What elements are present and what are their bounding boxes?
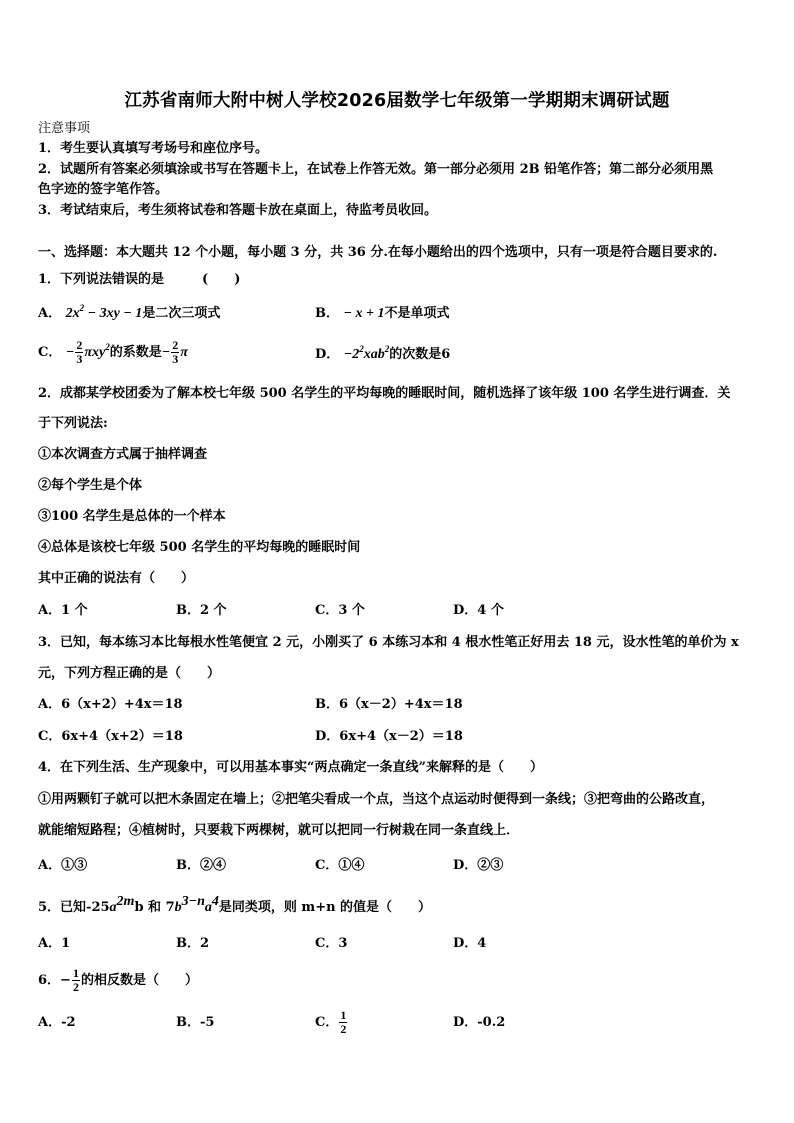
q5-exp-1: 2m <box>116 894 135 909</box>
q6-option-a: A．-2 <box>38 1015 76 1030</box>
q4-option-b: B．②④ <box>176 858 226 873</box>
q1-c-minus: − <box>65 345 75 360</box>
notice-item-2-cont: 色字迹的签字笔作答。 <box>38 182 169 197</box>
q3-option-c: C．6x+4（x+2）＝18 <box>38 729 183 744</box>
q1-stem-text: 1．下列说法错误的是 <box>38 272 165 287</box>
question-2-stem: 2．成都某学校团委为了解本校七年级 500 名学生的平均每晚的睡眠时间，随机选择了该年级 100 名学生进行调查．关 <box>38 386 731 401</box>
q1-a-math: $2x^2 - 3xy - 1$ <box>65 303 143 321</box>
q5-option-d: D．4 <box>453 936 487 951</box>
q5-post: 是同类项，则 m+n 的值是（ ） <box>218 900 432 915</box>
q3-option-d: D．6x+4（x－2）＝18 <box>315 729 463 744</box>
fraction <box>339 1009 347 1036</box>
q5-var-a: a <box>109 900 117 915</box>
notice-item-2: 2．试题所有答案必须填涂或书写在答题卡上，在试卷上作答无效。第一部分必须用 2B 铅笔作答；第二部分必须用黑 <box>38 162 714 177</box>
q1-c-math: πxy$^2$ <box>84 342 110 360</box>
q6-post: 的相反数是（ ） <box>80 973 198 988</box>
q2-statement-2: ②每个学生是个体 <box>38 478 143 493</box>
section-heading: 一、选择题：本大题共 12 个小题，每小题 3 分，共 36 分.在每小题给出的四个选项中，只有一项是符合题目要求的. <box>38 245 718 260</box>
q4-option-c: C．①④ <box>315 858 365 873</box>
notice-item-3: 3．考试结束后，考生须将试卷和答题卡放在桌面上，待监考员收回。 <box>38 203 438 218</box>
q6-option-c <box>315 1006 348 1040</box>
q2-statement-1: ①本次调查方式属于抽样调查 <box>38 447 208 462</box>
q2-statement-4: ④总体是该校七年级 500 名学生的平均每晚的睡眠时间 <box>38 540 361 555</box>
q6-option-b: B．-5 <box>176 1015 215 1030</box>
fraction <box>72 967 80 994</box>
fraction-numerator: 2 <box>76 338 83 352</box>
q1-c-pi: π <box>180 345 188 360</box>
q1-option-d <box>315 344 451 363</box>
q5-mid: b 和 7 <box>134 900 175 915</box>
fraction-numerator: 2 <box>172 338 179 352</box>
q5-exp-2: 3−n <box>181 894 205 909</box>
q1-option-c <box>38 338 188 368</box>
option-label: A． <box>38 306 62 321</box>
q1-paren: ( ) <box>202 272 241 287</box>
q1-option-b <box>315 306 450 322</box>
option-label: B． <box>315 306 339 321</box>
q2-option-a: A．1 个 <box>38 603 88 618</box>
fraction-denominator: 3 <box>172 352 179 366</box>
notice-heading: 注意事项 <box>38 121 91 136</box>
fraction-numerator: 1 <box>340 1008 347 1022</box>
q1-a-text: 是二次三项式 <box>142 306 221 321</box>
q6-option-d: D．-0.2 <box>453 1015 506 1030</box>
option-label: D． <box>315 347 340 362</box>
q4-option-a: A．①③ <box>38 858 88 873</box>
question-1-stem <box>38 272 240 288</box>
question-4-body: ①用两颗钉子就可以把木条固定在墙上；②把笔尖看成一个点，当这个点运动时便得到一条线；③把弯曲的公路改直， <box>38 792 715 807</box>
notice-item-1: 1．考生要认真填写考场号和座位序号。 <box>38 141 269 156</box>
fraction <box>171 339 179 366</box>
q4-option-d: D．②③ <box>453 858 504 873</box>
q5-option-a: A．1 <box>38 936 71 951</box>
q2-option-c: C．3 个 <box>315 603 365 618</box>
question-4-body-cont: 就能缩短路程；④植树时，只要栽下两棵树，就可以把同一行树栽在同一条直线上． <box>38 823 520 838</box>
q5-var-b: b <box>174 900 182 915</box>
q1-c-minus-2: − <box>161 345 171 360</box>
q2-option-b: B．2 个 <box>176 603 227 618</box>
fraction-denominator: 2 <box>72 980 79 994</box>
q5-option-c: C．3 <box>315 936 348 951</box>
option-label: C． <box>38 345 62 360</box>
q1-d-text: 的次数是6 <box>389 347 451 362</box>
q3-option-a: A．6（x+2）+4x＝18 <box>38 697 183 712</box>
fraction <box>75 339 83 366</box>
q1-b-math: − x + 1 <box>343 306 385 321</box>
q5-pre: 5．已知-25 <box>38 900 110 915</box>
q5-var-a2: a <box>204 900 212 915</box>
q5-exp-3: 4 <box>211 894 219 909</box>
q6-pre: 6．− <box>38 973 71 988</box>
question-5-stem <box>38 894 432 916</box>
question-6-stem <box>38 964 198 998</box>
question-4-stem: 4．在下列生活、生产现象中，可以用基本事实“两点确定一条直线”来解释的是（ ） <box>38 760 544 775</box>
q5-option-b: B．2 <box>176 936 210 951</box>
q1-d-math: $-2^2xab^2$ <box>343 344 390 362</box>
option-label: C． <box>315 1015 339 1030</box>
q2-statement-3: ③100 名学生是总体的一个样本 <box>38 509 226 524</box>
q2-ask: 其中正确的说法有（ ） <box>38 571 195 586</box>
q1-option-a <box>38 303 221 322</box>
fraction-numerator: 1 <box>72 966 79 980</box>
q1-c-text: 的系数是 <box>109 345 162 360</box>
question-3-stem-cont: 元，下列方程正确的是（ ） <box>38 666 221 681</box>
fraction-denominator: 2 <box>340 1022 347 1036</box>
q3-option-b: B．6（x－2）+4x＝18 <box>315 697 463 712</box>
question-3-stem: 3．已知，每本练习本比每根水性笔便宜 2 元，小刚买了 6 本练习本和 4 根水性笔正好用去 18 元，设水性笔的单价为 x <box>38 635 739 650</box>
question-2-stem-cont: 于下列说法: <box>38 416 108 431</box>
page-title: 江苏省南师大附中树人学校2026届数学七年级第一学期期末调研试题 <box>124 91 670 111</box>
fraction-denominator: 3 <box>76 352 83 366</box>
q1-b-text: 不是单项式 <box>384 306 450 321</box>
q2-option-d: D．4 个 <box>453 603 504 618</box>
